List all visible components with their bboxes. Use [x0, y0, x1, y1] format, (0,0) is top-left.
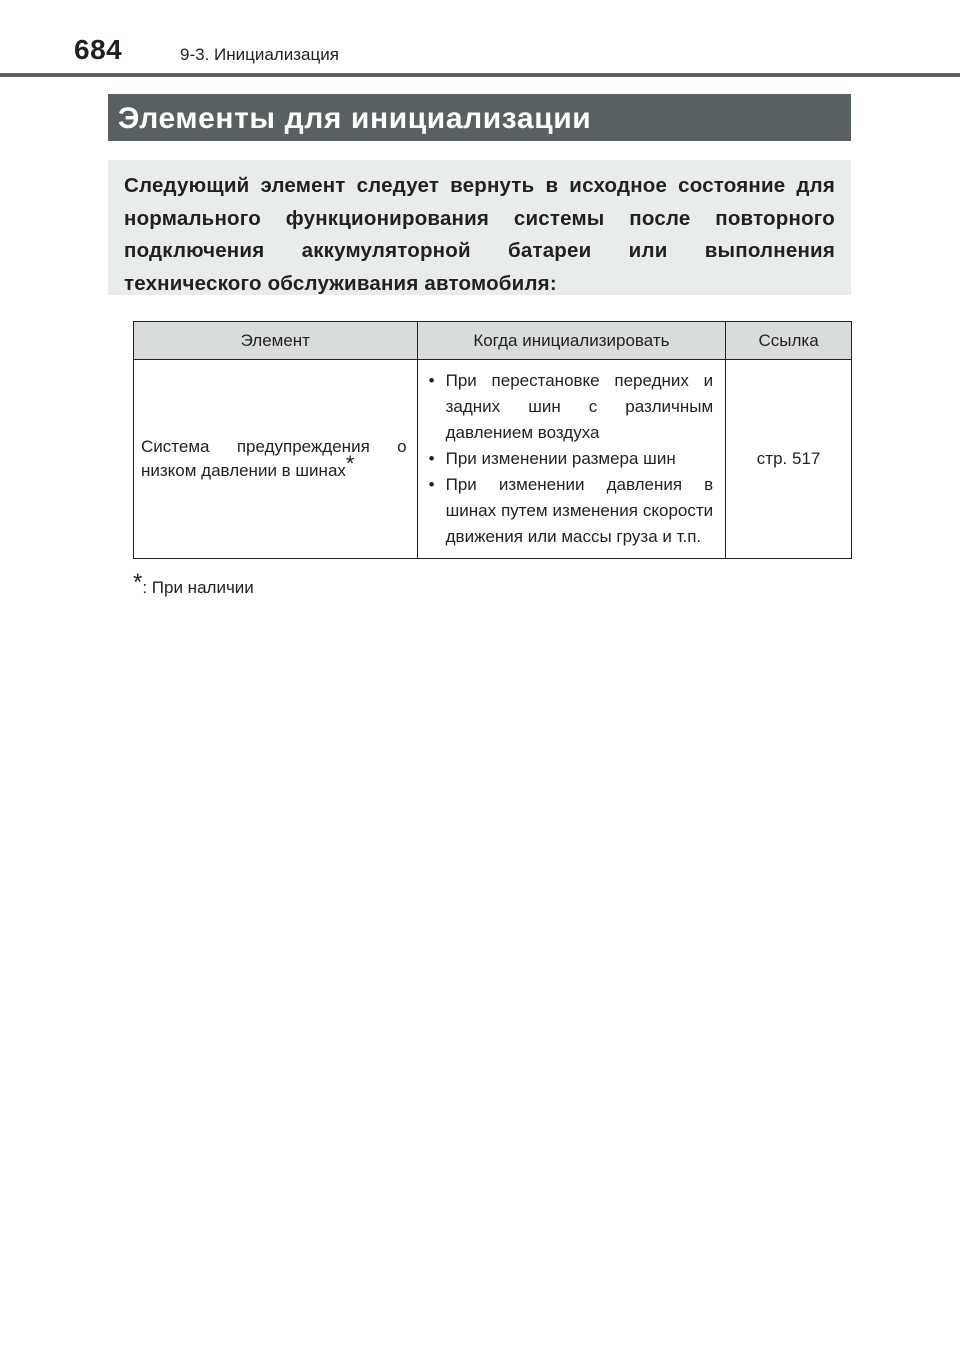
column-header-reference: Ссылка — [726, 322, 852, 360]
list-item: • При изменении давления в шинах путем изменения скорости движения или массы груза и т.п. — [426, 472, 714, 550]
footnote-text: : При наличии — [142, 578, 254, 597]
section-title: Элементы для инициализации — [118, 102, 592, 135]
footnote-mark: * — [133, 569, 143, 596]
table-header-row — [134, 322, 852, 360]
list-item: • При изменении размера шин — [426, 446, 714, 472]
page-header — [0, 0, 960, 80]
intro-box — [108, 160, 851, 295]
column-header-when: Когда инициализировать — [417, 322, 726, 360]
section-reference: 9-3. Инициализация — [180, 45, 339, 64]
section-title-bar — [108, 94, 851, 141]
page-number: 684 — [74, 34, 123, 65]
when-cell — [417, 360, 726, 559]
list-item: • При перестановке передних и задних шин с различным давлением воздуха — [426, 368, 714, 446]
when-list — [426, 368, 714, 550]
page-reference-link[interactable]: стр. 517 — [756, 449, 821, 468]
column-header-item: Элемент — [134, 322, 418, 360]
table-row — [134, 360, 852, 559]
header-divider — [0, 73, 960, 77]
reference-cell — [726, 360, 852, 559]
availability-mark: * — [345, 451, 355, 476]
intro-text: Следующий элемент следует вернуть в исходное состояние для нормального функционирования системы после повторного подключения аккумуляторной батареи или выполнения технического обслуживания автомобиля: — [124, 174, 835, 295]
initialization-table — [133, 321, 852, 559]
footnote — [133, 569, 254, 600]
item-name: Система предупреждения о низком давлении в шинах — [141, 437, 407, 480]
item-cell — [134, 360, 418, 559]
